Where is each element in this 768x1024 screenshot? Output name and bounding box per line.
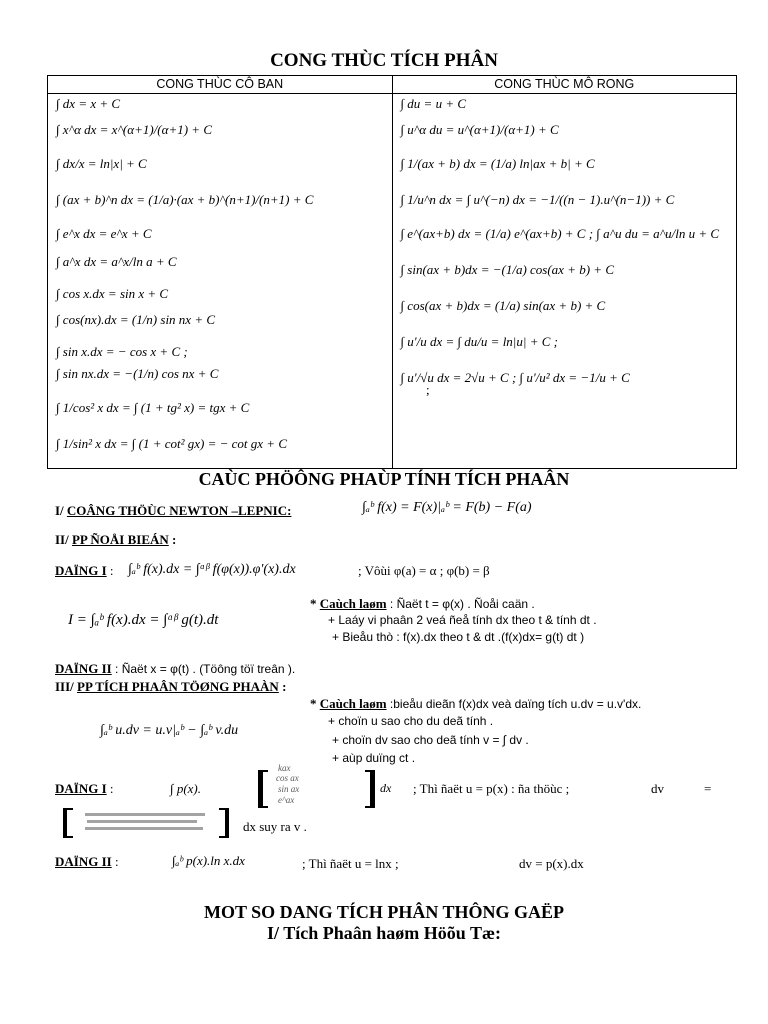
bracket2-left-bottom [63,836,73,838]
parts-type2-then: ; Thì ñaët u = lnx ; [302,856,399,871]
garbled-line-2 [87,820,197,823]
bracket-right-bottom [365,806,375,808]
parts-step-1: + choïn u sao cho du deã tính . [328,714,494,728]
extended-column [392,94,737,469]
garbled-line-3 [85,827,203,830]
newton-formula: ∫ₐᵇ f(x) = F(x)|ₐᵇ = F(b) − F(a) [362,500,532,515]
basic-semicolon: ; [426,382,430,397]
bracket-option-3: sin ax [278,784,300,794]
type2-label: DAÏNG II [55,661,112,676]
basic-formula-11: ∫ 1/cos² x dx = ∫ (1 + tg² x) = tgx + C [56,400,250,415]
basic-formula-10: ∫ sin nx.dx = −(1/n) cos nx + C [56,366,219,381]
change-var-suffix: : [168,532,177,547]
newton-label: COÂNG THÖÙC NEWTON –LEPNIC: [66,503,292,518]
parts-type2-dv: dv = p(x).dx [519,856,584,871]
bracket2-right-bottom [219,836,229,838]
i-formula: I = ∫ₐᵇ f(x).dx = ∫ᵅᵝ g(t).dt [68,612,219,628]
parts-method-label: Caùch laøm [319,696,387,711]
basic-formula-5: ∫ e^x dx = e^x + C [56,226,152,241]
parts-type1-label: DAÏNG I [55,781,107,796]
change-var-heading [55,532,176,548]
method-bullet: * [310,596,320,611]
newton-prefix: I/ [55,503,67,518]
change-var-label: PP ÑOÅI BIEÁN [71,532,169,547]
parts-suffix: : [278,679,287,694]
method-line [310,596,535,612]
parts-method-line [310,696,641,712]
type1-heading [55,563,114,579]
parts-type1-then: ; Thì ñaët u = p(x) : ña thöùc ; [413,781,570,796]
bracket-right [370,770,375,808]
document-title: CONG THÙC TÍCH PHÂN [270,50,498,71]
bracket-left-top [258,770,268,772]
bracket-left [258,770,263,808]
type1-condition: ; Vôùi φ(a) = α ; φ(b) = β [358,563,490,578]
bracket-option-4: e^ax [278,795,295,805]
extended-formula-8: ∫ u'/u dx = ∫ du/u = ln|u| + C ; [400,334,558,349]
change-var-prefix: II/ [55,532,72,547]
header-extended: CONG THÙC MÔ RONG [392,76,737,94]
integral-symbol: ∫ [170,781,174,796]
parts-label: PP TÍCH PHAÂN TÖØNG PHAÀN [77,679,279,694]
basic-formula-3: ∫ dx/x = ln|x| + C [56,156,147,171]
basic-formula-1: ∫ dx = x + C [56,96,121,111]
methods-title: CAÙC PHÖÔNG PHAÙP TÍNH TÍCH PHAÂN [198,469,570,489]
basic-column [48,94,430,469]
extended-formula-1: ∫ du = u + C [400,96,467,111]
extended-formula-2: ∫ u^α du = u^(α+1)/(α+1) + C [400,122,559,137]
extended-formula-7: ∫ cos(ax + b)dx = (1/a) sin(ax + b) + C [400,298,606,313]
parts-type1-colon: : [106,781,114,796]
bracket2-right [225,808,229,838]
footer-subtitle: I/ Tích Phaân haøm Höõu Tæ: [267,923,501,943]
footer-title: MOT SO DANG TÍCH PHÂN THÔNG GAËP [203,902,565,922]
parts-type1-after: dx suy ra v . [243,819,307,834]
parts-type1-eq: = [704,781,712,796]
parts-type1-integrand [170,781,201,797]
extended-formula-5: ∫ e^(ax+b) dx = (1/a) e^(ax+b) + C ; ∫ a^u du = a^u/ln u + C [400,226,720,241]
parts-type2-heading [55,854,119,870]
extended-formula-6: ∫ sin(ax + b)dx = −(1/a) cos(ax + b) + C [400,262,614,277]
bracket-right-top [365,770,375,772]
method-step-2: + Bieåu thò : f(x).dx theo t & dt .(f(x)dx= g(t) dt ) [332,630,585,644]
formula-table [47,75,737,469]
bracket2-right-top [219,808,229,810]
parts-method-bullet: * [310,696,320,711]
type1-label: DAÏNG I [55,563,107,578]
parts-step-3: + aùp duïng ct . [332,751,416,765]
basic-formula-6: ∫ a^x dx = a^x/ln a + C [56,254,177,269]
parts-type2-colon: : [111,854,119,869]
parts-type1-dv: dv [651,781,664,796]
parts-formula: ∫ₐᵇ u.dv = u.v|ₐᵇ − ∫ₐᵇ v.du [100,723,239,738]
parts-heading [55,679,286,695]
extended-formula-4: ∫ 1/u^n dx = ∫ u^(−n) dx = −1/((n − 1).u^(n−1)) + C [400,192,675,207]
bracket2-left [63,808,67,838]
newton-heading [55,503,291,519]
bracket-left-bottom [258,806,268,808]
parts-method-text: :bieåu dieãn f(x)dx veà daïng tích u.dv = u.v'dx. [386,697,642,711]
method-label: Caùch laøm [319,596,387,611]
parts-type2-formula: ∫ₐᵇ p(x).ln x.dx [172,853,245,868]
bracket-option-1: kax [278,763,291,773]
basic-formula-12: ∫ 1/sin² x dx = ∫ (1 + cot² gx) = − cot gx + C [56,436,287,451]
basic-formula-4: ∫ (ax + b)^n dx = (1/a)·(ax + b)^(n+1)/(n+1) + C [56,192,314,207]
parts-type2-label: DAÏNG II [55,854,112,869]
parts-step-2: + choïn dv sao cho deã tính v = ∫ dv . [332,733,529,747]
parts-prefix: III/ [55,679,78,694]
extended-formula-3: ∫ 1/(ax + b) dx = (1/a) ln|ax + b| + C [400,156,595,171]
basic-formula-2: ∫ x^α dx = x^(α+1)/(α+1) + C [56,122,212,137]
basic-formula-7: ∫ cos x.dx = sin x + C [56,286,169,301]
type1-colon: : [106,563,114,578]
bracket-options-right [258,763,378,810]
extended-formula-9: ∫ u'/√u dx = 2√u + C ; ∫ u'/u² dx = −1/u + C [400,370,630,385]
bracket-options-left [63,806,233,840]
bracket2-left-top [63,808,73,810]
parts-type1-heading [55,781,114,797]
bracket-option-2: cos ax [276,773,299,783]
basic-formula-8: ∫ cos(nx).dx = (1/n) sin nx + C [56,312,216,327]
basic-formula-9: ∫ sin x.dx = − cos x + C ; [56,344,188,359]
parts-type1-dx: dx [380,781,392,795]
method-step-1: + Laáy vi phaân 2 veá ñeå tính dx theo t & tính dt . [328,613,597,627]
type1-formula: ∫ₐᵇ f(x).dx = ∫ᵅᵝ f(φ(x)).φ'(x).dx [128,562,296,577]
header-basic: CONG THÙC CÔ BAN [48,76,393,94]
type2-text: : Ñaët x = φ(t) . (Töông töï treân ). [111,662,296,676]
garbled-line-1 [85,813,205,816]
parts-type1-prefix: p(x). [176,781,201,796]
type2-line [55,661,295,677]
method-text: : Ñaët t = φ(x) . Ñoåi caän . [386,597,535,611]
